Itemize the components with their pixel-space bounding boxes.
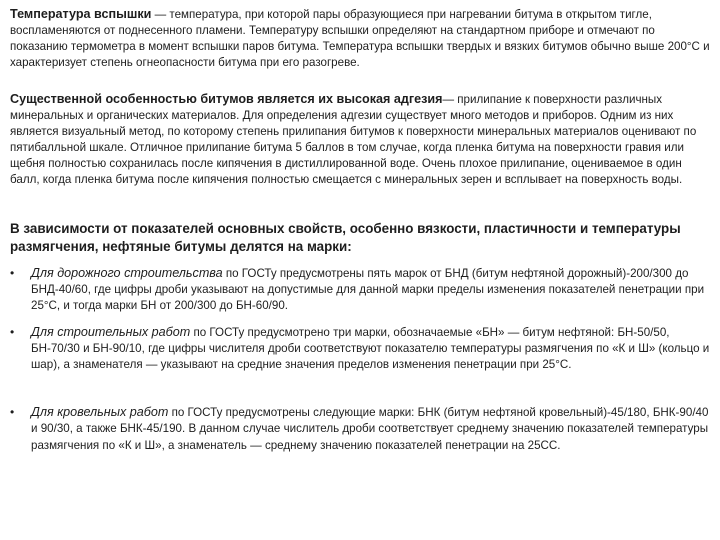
bullet-text [10,404,710,454]
bullet-icon: • [10,266,15,280]
bullet-text [10,324,710,373]
bullet-lead: Для дорожного строительства [31,266,223,280]
bullet-body: по ГОСТу предусмотрено три марки, обозначаемые «БН» — битум нефтяной: БН-50/50, БН-70/30 и БН-90/10, где цифры числителя дроби соответствуют показателю температуры размягчения по «К и Ш» (кольцо и шар), а знаменателя — указывают на средние значения пределов изменения пенетрации при 25°С. [31,326,710,371]
bullet-lead: Для строительных работ [31,325,191,339]
bullet-road-construction [10,265,710,314]
bullet-construction-works [10,324,710,373]
adhesion-term: Существенной особенностью битумов является их высокая адгезия [10,92,443,106]
bullet-lead: Для кровельных работ [31,405,169,419]
adhesion-definition: — прилипание к поверхности различных минеральных и органических материалов. Для определения адгезии существует много методов и приборов. Одним из них является визуальный метод, по которому степень прилипания битумов к поверхности минеральных материалов оценивают по пятибалльной шкале. Отличное прилипание битума 5 баллов в том случае, когда пленка битума на поверхности гравия или щебня полностью сохранилась после кипячения в дистиллированной воде. Очень плохое прилипание, оцениваемое в один балл, когда пленка битума после кипячения полностью смещается с минеральных зерен и всплывает на поверхность воды. [10,93,697,186]
flash-point-term: Температура вспышки [10,7,152,21]
bullet-roofing-works [10,404,710,454]
bullet-icon: • [10,325,15,339]
bullet-body: по ГОСТу предусмотрены пять марок от БНД (битум нефтяной дорожный)-200/300 до БНД-40/60, где цифры дроби указывают на допустимые для данной марки пределы изменения показателей пенетрации при 25°С, и тогда марки БН от 200/300 до БН-60/90. [31,267,705,312]
bullet-text [10,265,710,314]
flash-point-definition: — температура, при которой пары образующиеся при нагревании битума в открытом тигле, воспламеняются от поднесенного пламени. Температуру вспышки определяют на стандартном приборе и отмечают по показанию термометра в момент вспышки паров битума. Температура вспышки твердых и вязких битумов обычно выше 200°С и характеризует степень огнеопасности битума при его разогреве. [10,8,710,69]
bullet-icon: • [10,405,15,419]
bullet-body: по ГОСТу предусмотрены следующие марки: БНК (битум нефтяной кровельный)-45/180, БНК-90/40 и 90/30, а также БНК-45/190. В данном случае числитель дроби соответствует среднему значению показателей температуры размягчения по «К и Ш», а знаменатель — среднему значению показателей пенетрации на 25СС. [31,406,709,452]
paragraph-flash-point [10,6,710,71]
paragraph-adhesion [10,91,710,188]
grades-heading: В зависимости от показателей основных свойств, особенно вязкости, пластичности и температуры размягчения, нефтяные битумы делятся на марки: [10,221,681,254]
